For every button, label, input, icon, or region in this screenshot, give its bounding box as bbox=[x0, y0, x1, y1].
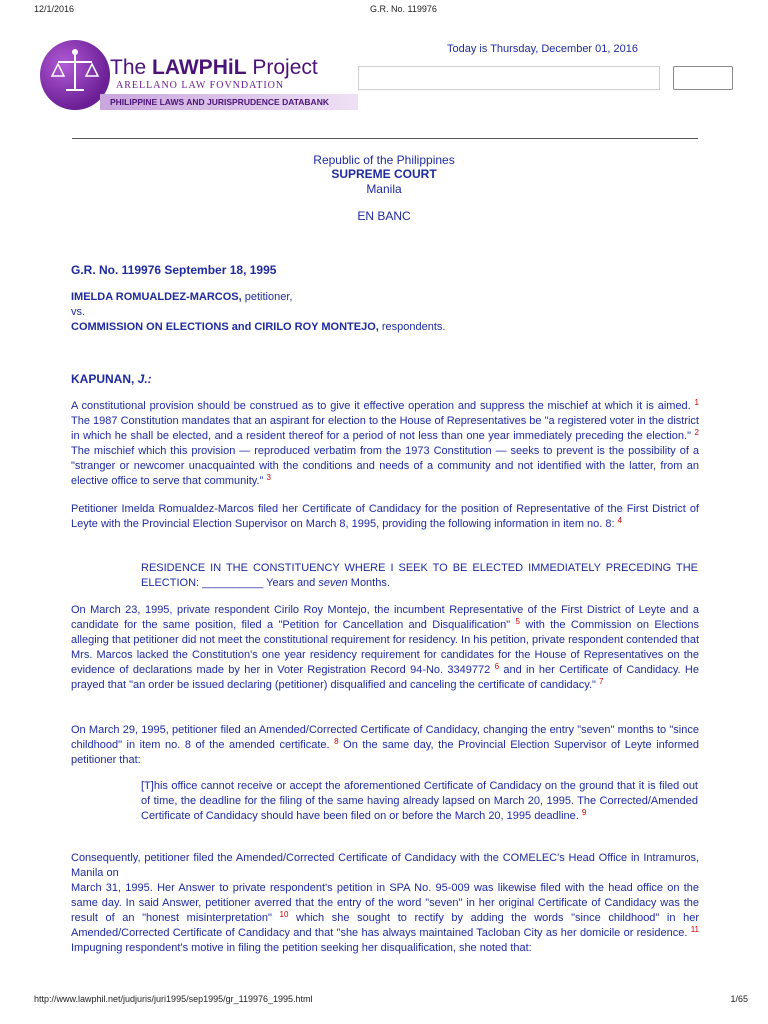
print-title: G.R. No. 119976 bbox=[370, 4, 437, 14]
paragraph-5: Consequently, petitioner filed the Amended/Corrected Certificate of Candidacy with the COMELEC's Head Office in Intramuros, Manila on March 31, 1995. Her Answer to private respondent's petition in SPA No. 95-009 was likewise filed with the head office on the same day. In said Answer, petitioner averred that the entry of the word "seven" in her original Certificate of Candidacy was the result of an "honest misinterpretation" $^{10}$ which she sought to rectify by adding the words "since childhood" in her Amended/Corrected Certificate of Candidacy and that "she has always maintained Tacloban City as her domicile or residence. $^{11}$ Impugning respondent's motive in filing the petition seeking her disqualification, she noted that: bbox=[71, 852, 700, 954]
footnote-link-10[interactable]: 10 bbox=[279, 910, 289, 919]
paragraph-1: A constitutional provision should be construed as to give it effective operation and suppress the mischief at which it is aimed. $^1$ The 1987 Constitution mandates that an aspirant for election to the House of Representatives be "a registered voter in the district in which he shall be elected, and a resident thereof for a period of not less than one year immediately preceding the election." $^2$ The mischief which this provision — reproduced verbatim from the 1973 Constitution — seeks to prevent is the possibility of a "stranger or newcomer unacquainted with the conditions and needs of a community and not identified with the latter, from an elective office to serve that community." $^3$ bbox=[71, 398, 699, 487]
respondents-role: respondents. bbox=[378, 321, 446, 333]
court-division: EN BANC bbox=[357, 209, 411, 223]
court-name: SUPREME COURT bbox=[331, 167, 437, 181]
case-parties bbox=[71, 290, 699, 335]
footnote-link-5[interactable]: 5 bbox=[515, 617, 520, 626]
paragraph-4: On March 29, 1995, petitioner filed an Amended/Corrected Certificate of Candidacy, changing the entry "seven" months to "since childhood" in item no. 8 of the amended certificate. $^8$ On the same day, the Provincial Election Supervisor of Leyte informed petitioner that: bbox=[71, 724, 700, 766]
footnote-link-1[interactable]: 1 bbox=[694, 398, 699, 407]
logo-title: The LAWPHiL Project bbox=[110, 56, 318, 79]
print-url: http://www.lawphil.net/judjuris/juri1995/sep1995/gr_119976_1995.html bbox=[34, 994, 313, 1004]
versus: vs. bbox=[71, 306, 86, 318]
ponente: KAPUNAN, J.: bbox=[71, 372, 152, 386]
footnote-link-6[interactable]: 6 bbox=[494, 662, 500, 671]
today-date: Today is Thursday, December 01, 2016 bbox=[447, 43, 638, 55]
footnote-link-2[interactable]: 2 bbox=[694, 428, 699, 437]
print-page-number: 1/65 bbox=[730, 994, 748, 1004]
quote-residence: RESIDENCE IN THE CONSTITUENCY WHERE I SEEK TO BE ELECTED IMMEDIATELY PRECEDING THE ELECTION: __________ Years and seven Months. bbox=[141, 562, 698, 589]
search-input[interactable] bbox=[358, 66, 660, 90]
petitioner-role: petitioner, bbox=[241, 291, 293, 303]
respondents-name: COMMISSION ON ELECTIONS and CIRILO ROY MONTEJO, bbox=[71, 321, 379, 333]
footnote-link-8[interactable]: 8 bbox=[334, 737, 339, 746]
quote-supervisor: [T]his office cannot receive or accept the aforementioned Certificate of Candidacy on the ground that it is filed out of time, the deadline for the filing of the same having already lapsed on March 20, 1995. The Corrected/Amended Certificate of Candidacy should have been filed on or before the March 20, 1995 deadline. $^9$ bbox=[141, 780, 698, 822]
petitioner-name: IMELDA ROMUALDEZ-MARCOS, bbox=[71, 291, 242, 303]
paragraph-2: Petitioner Imelda Romualdez-Marcos filed her Certificate of Candidacy for the position of Representative of the First District of Leyte with the Provincial Election Supervisor on March 8, 1995, providing the following information in item no. 8: $^4$ bbox=[71, 503, 699, 530]
paragraph-3: On March 23, 1995, private respondent Cirilo Roy Montejo, the incumbent Representative of the First District of Leyte and a candidate for the same position, filed a "Petition for Cancellation and Disqualification" $^5$ with the Commission on Elections alleging that petitioner did not meet the constitutional requirement for residency. In his petition, private respondent contended that Mrs. Marcos lacked the Constitution's one year residency requirement for candidates for the House of Representatives on the evidence of declarations made by her in Voter Registration Record 94-No. 3349772 $^6$ and in her Certificate of Candidacy. He prayed that "an order be issued declaring (petitioner) disqualified and canceling the certificate of candidacy." $^7$ bbox=[71, 604, 699, 691]
logo-tagline: PHILIPPINE LAWS AND JURISPRUDENCE DATABANK bbox=[100, 94, 358, 110]
header-divider bbox=[72, 138, 698, 139]
footnote-link-11[interactable]: 11 bbox=[690, 925, 699, 934]
republic-line: Republic of the Philippines bbox=[313, 153, 455, 167]
logo-foundation: ARELLANO LAW FOVNDATION bbox=[116, 80, 285, 91]
footnote-link-3[interactable]: 3 bbox=[266, 473, 271, 482]
footnote-link-7[interactable]: 7 bbox=[598, 677, 604, 686]
footnote-link-9[interactable]: 9 bbox=[581, 808, 587, 817]
print-date: 12/1/2016 bbox=[34, 4, 75, 14]
search-button[interactable] bbox=[673, 66, 733, 90]
case-number: G.R. No. 119976 September 18, 1995 bbox=[71, 263, 277, 277]
court-city: Manila bbox=[366, 182, 402, 196]
lawphil-logo[interactable] bbox=[40, 40, 360, 112]
footnote-link-4[interactable]: 4 bbox=[617, 516, 623, 525]
